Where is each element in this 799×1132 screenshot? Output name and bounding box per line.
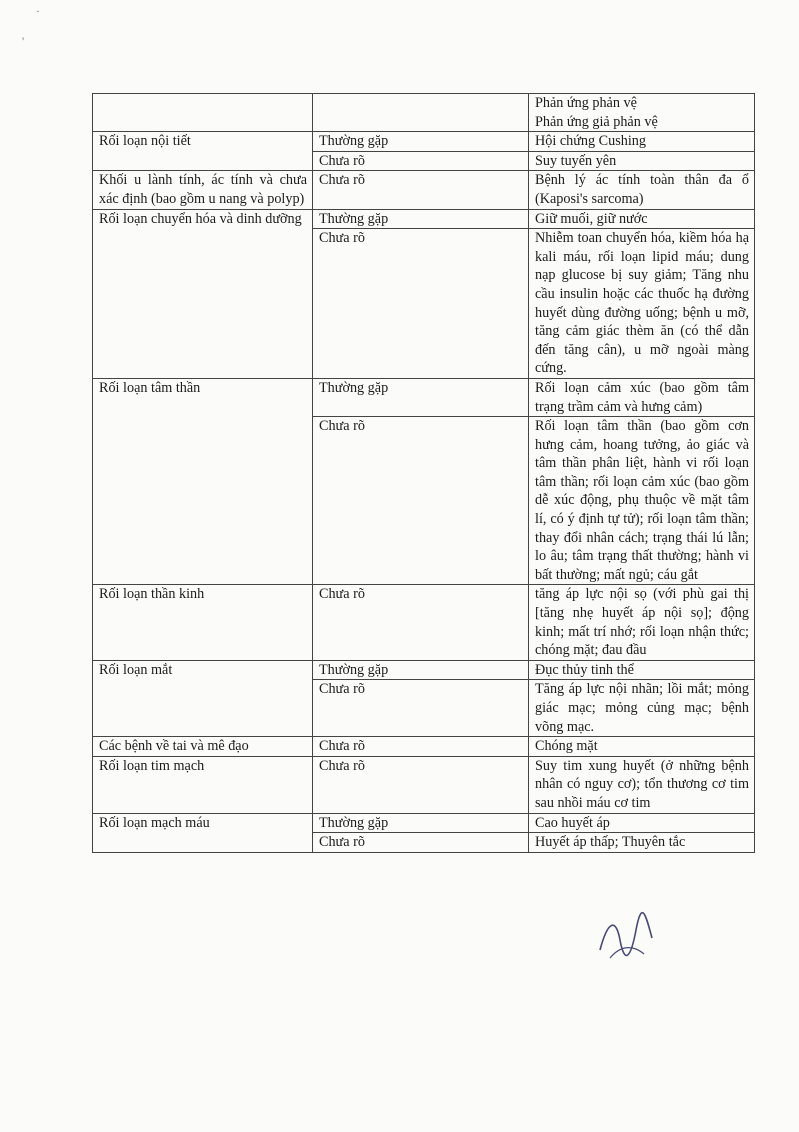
effect-cell: Nhiễm toan chuyển hóa, kiềm hóa hạ kali máu, rối loạn lipid máu; dung nạp glucose bị suy giảm; Tăng nhu cầu insulin hoặc các thuốc hạ đường huyết dùng đường uống; bệnh u mỡ, tăng cảm giác thèm ăn (có thể dẫn đến tăng cân), u mỡ ngoài màng cứng.	[529, 229, 755, 379]
signature-stroke	[610, 948, 644, 958]
table-row	[93, 132, 755, 152]
effect-cell: Huyết áp thấp; Thuyên tắc	[529, 833, 755, 853]
organ-cell: Rối loạn chuyển hóa và dinh dưỡng	[93, 209, 313, 378]
effect-cell: Hội chứng Cushing	[529, 132, 755, 152]
organ-cell: Rối loạn tim mạch	[93, 756, 313, 813]
effect-line: Phản ứng phản vệ	[535, 95, 637, 111]
signature-stroke	[600, 913, 652, 956]
table-row	[93, 585, 755, 660]
adverse-effects-table	[92, 93, 755, 853]
table-row	[93, 378, 755, 416]
organ-cell: Rối loạn mạch máu	[93, 813, 313, 852]
table-row	[93, 209, 755, 229]
frequency-cell: Chưa rõ	[313, 229, 529, 379]
effect-cell: Suy tim xung huyết (ở những bệnh nhân có nguy cơ); tổn thương cơ tim sau nhồi máu cơ tim	[529, 756, 755, 813]
table-row	[93, 660, 755, 680]
scan-speck: '	[22, 34, 25, 48]
effect-cell: Cao huyết áp	[529, 813, 755, 833]
effect-cell: Bệnh lý ác tính toàn thân đa ổ (Kaposi's sarcoma)	[529, 171, 755, 209]
frequency-cell: Chưa rõ	[313, 417, 529, 585]
effect-cell: Đục thủy tinh thể	[529, 660, 755, 680]
frequency-cell: Thường gặp	[313, 132, 529, 152]
handwritten-initials	[590, 910, 660, 970]
frequency-cell: Chưa rõ	[313, 756, 529, 813]
frequency-cell: Thường gặp	[313, 378, 529, 416]
organ-cell: Khối u lành tính, ác tính và chưa xác định (bao gồm u nang và polyp)	[93, 171, 313, 209]
effect-cell: tăng áp lực nội sọ (với phù gai thị [tăng nhẹ huyết áp nội sọ]; động kinh; mất trí nhớ; rối loạn nhận thức; chóng mặt; đau đầu	[529, 585, 755, 660]
scan-speck: ·	[36, 4, 40, 18]
table-row	[93, 94, 755, 132]
table-row	[93, 756, 755, 813]
table-row	[93, 813, 755, 833]
effect-cell: Chóng mặt	[529, 737, 755, 757]
frequency-cell: Chưa rõ	[313, 171, 529, 209]
frequency-cell: Thường gặp	[313, 209, 529, 229]
organ-cell	[93, 94, 313, 132]
organ-cell: Rối loạn thần kinh	[93, 585, 313, 660]
organ-cell: Rối loạn mắt	[93, 660, 313, 736]
effect-cell: Tăng áp lực nội nhãn; lồi mắt; mỏng giác mạc; mỏng củng mạc; bệnh võng mạc.	[529, 680, 755, 737]
frequency-cell: Thường gặp	[313, 660, 529, 680]
effect-cell: Rối loạn cảm xúc (bao gồm tâm trạng trầm cảm và hưng cảm)	[529, 378, 755, 416]
effect-cell: Rối loạn tâm thần (bao gồm cơn hưng cảm, hoang tưởng, ảo giác và tâm thần phân liệt, hành vi rối loạn tâm thần; rối loạn cảm xúc (bao gồm dễ xúc động, phụ thuộc về mặt tâm lí, có ý định tự tử); rối loạn tâm thần; thay đổi nhân cách; trạng thái lú lẫn; lo âu; tâm trạng thất thường; hành vi bất thường; mất ngủ; cáu gắt	[529, 417, 755, 585]
frequency-cell: Chưa rõ	[313, 585, 529, 660]
effect-line: Phản ứng giả phản vệ	[535, 113, 658, 130]
frequency-cell: Chưa rõ	[313, 833, 529, 853]
effect-cell: Suy tuyến yên	[529, 151, 755, 171]
adverse-effects-table-wrapper	[92, 93, 749, 853]
effect-cell	[529, 94, 755, 132]
effect-cell: Giữ muối, giữ nước	[529, 209, 755, 229]
frequency-cell: Chưa rõ	[313, 680, 529, 737]
frequency-cell: Chưa rõ	[313, 737, 529, 757]
table-row	[93, 737, 755, 757]
table-row	[93, 171, 755, 209]
organ-cell: Rối loạn nội tiết	[93, 132, 313, 171]
frequency-cell	[313, 94, 529, 132]
frequency-cell: Thường gặp	[313, 813, 529, 833]
frequency-cell: Chưa rõ	[313, 151, 529, 171]
organ-cell: Các bệnh về tai và mê đạo	[93, 737, 313, 757]
organ-cell: Rối loạn tâm thần	[93, 378, 313, 585]
